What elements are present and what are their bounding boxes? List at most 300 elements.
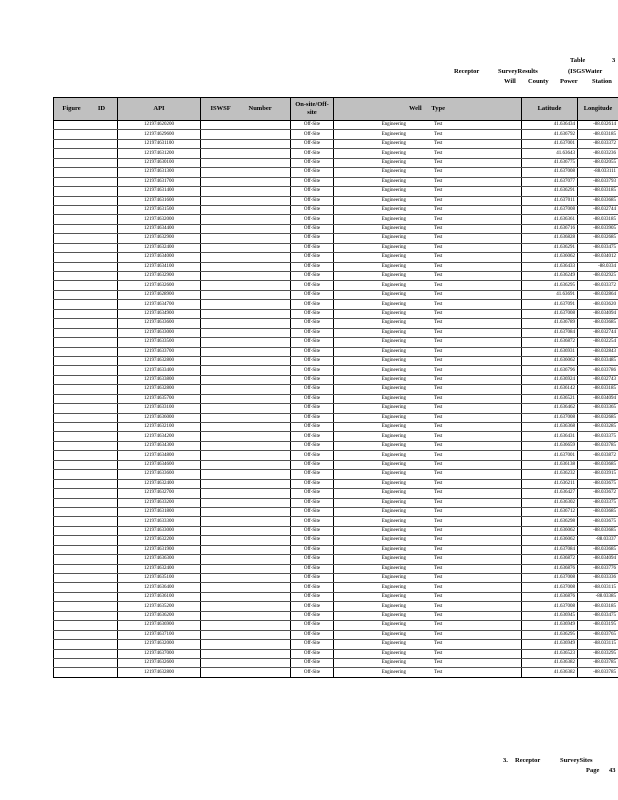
cell-iswsf-number	[201, 300, 291, 309]
cell-figure-id	[54, 375, 118, 384]
cell-longitude: -88.033185	[578, 130, 618, 139]
well-type-primary: Engineering	[381, 150, 406, 156]
table-row	[54, 149, 618, 158]
table-row	[54, 489, 618, 498]
cell-iswsf-number	[201, 423, 291, 432]
table-row	[54, 592, 618, 601]
cell-longitude: -88.033485	[578, 356, 618, 365]
cell-latitude: 41.636368	[522, 423, 578, 432]
footer-word-survey-sites: SurveySites	[560, 757, 593, 764]
cell-iswsf-number	[201, 536, 291, 545]
cell-api: 121974633700	[118, 347, 201, 356]
cell-longitude: -88.032925	[578, 272, 618, 281]
well-type-secondary: Test	[434, 310, 443, 316]
cell-longitude: -88.033375	[578, 498, 618, 507]
table-row	[54, 253, 618, 262]
cell-longitude: -88.033785	[578, 668, 618, 677]
cell-api: 121974636200	[118, 611, 201, 620]
cell-latitude: 41.636828	[522, 234, 578, 243]
footer-page-label: Page	[586, 767, 600, 774]
cell-longitude: -88.033185	[578, 215, 618, 224]
cell-on-off-site: Off-Site	[291, 272, 334, 281]
cell-on-off-site: Off-Site	[291, 347, 334, 356]
cell-longitude: -88.033111	[578, 168, 618, 177]
well-type-secondary: Test	[434, 528, 443, 534]
table-row	[54, 564, 618, 573]
well-type-primary: Engineering	[381, 197, 406, 203]
well-type-secondary: Test	[434, 433, 443, 439]
cell-latitude: 41.63643	[522, 149, 578, 158]
cell-well-type	[334, 328, 522, 337]
cell-on-off-site: Off-Site	[291, 423, 334, 432]
cell-well-type	[334, 602, 522, 611]
well-type-primary: Engineering	[381, 263, 406, 269]
cell-well-type	[334, 205, 522, 214]
cell-latitude: 41.636716	[522, 224, 578, 233]
cell-api: 121974632400	[118, 564, 201, 573]
col-header-longitude: Longitude	[578, 98, 618, 121]
header-word-county: County	[528, 78, 549, 85]
cell-api: 121974635700	[118, 394, 201, 403]
well-type-primary: Engineering	[381, 641, 406, 647]
table-row	[54, 602, 618, 611]
cell-figure-id	[54, 243, 118, 252]
well-type-secondary: Test	[434, 386, 443, 392]
header-word-isgs-water: (ISGSWater	[568, 68, 603, 75]
well-type-primary: Engineering	[381, 367, 406, 373]
well-type-primary: Engineering	[381, 461, 406, 467]
cell-longitude: -88.033620	[578, 300, 618, 309]
table-row	[54, 640, 618, 649]
cell-iswsf-number	[201, 243, 291, 252]
cell-figure-id	[54, 177, 118, 186]
well-type-secondary: Test	[434, 339, 443, 345]
cell-well-type	[334, 309, 522, 318]
cell-api: 121974632000	[118, 640, 201, 649]
cell-on-off-site: Off-Site	[291, 545, 334, 554]
cell-on-off-site: Off-Site	[291, 602, 334, 611]
cell-figure-id	[54, 130, 118, 139]
table-row	[54, 319, 618, 328]
well-type-secondary: Test	[434, 226, 443, 232]
cell-longitude: -88.033185	[578, 187, 618, 196]
cell-on-off-site: Off-Site	[291, 460, 334, 469]
well-type-secondary: Test	[434, 414, 443, 420]
cell-api: 121974631200	[118, 149, 201, 158]
well-type-secondary: Test	[434, 301, 443, 307]
cell-figure-id	[54, 272, 118, 281]
cell-well-type	[334, 432, 522, 441]
well-type-secondary: Test	[434, 131, 443, 137]
table-header-row	[54, 98, 618, 121]
cell-longitude: -88.033793	[578, 177, 618, 186]
cell-api: 121974632200	[118, 536, 201, 545]
well-type-secondary: Test	[434, 178, 443, 184]
cell-figure-id	[54, 300, 118, 309]
cell-longitude: -88.033905	[578, 224, 618, 233]
well-type-primary: Engineering	[381, 292, 406, 298]
cell-figure-id	[54, 545, 118, 554]
cell-latitude: 41.637077	[522, 177, 578, 186]
table-row	[54, 234, 618, 243]
cell-iswsf-number	[201, 196, 291, 205]
well-type-secondary: Test	[434, 461, 443, 467]
cell-well-type	[334, 640, 522, 649]
well-type-secondary: Test	[434, 320, 443, 326]
cell-figure-id	[54, 328, 118, 337]
cell-latitude: 41.636462	[522, 404, 578, 413]
well-type-primary: Engineering	[381, 537, 406, 543]
cell-well-type	[334, 574, 522, 583]
well-type-secondary: Test	[434, 282, 443, 288]
well-type-primary: Engineering	[381, 631, 406, 637]
cell-api: 121974634400	[118, 224, 201, 233]
cell-iswsf-number	[201, 121, 291, 130]
cell-latitude: 41.636796	[522, 366, 578, 375]
well-type-secondary: Test	[434, 141, 443, 147]
cell-longitude: -88.032864	[578, 290, 618, 299]
cell-on-off-site: Off-Site	[291, 300, 334, 309]
cell-longitude: -88.034094	[578, 555, 618, 564]
table-row	[54, 272, 618, 281]
well-type-primary: Engineering	[381, 386, 406, 392]
cell-iswsf-number	[201, 224, 291, 233]
cell-latitude: 41.636945	[522, 611, 578, 620]
cell-iswsf-number	[201, 498, 291, 507]
cell-on-off-site: Off-Site	[291, 668, 334, 677]
cell-well-type	[334, 319, 522, 328]
cell-api: 121974632400	[118, 243, 201, 252]
well-type-secondary: Test	[434, 480, 443, 486]
table-row	[54, 187, 618, 196]
cell-latitude: 41.636361	[522, 215, 578, 224]
table-row	[54, 451, 618, 460]
cell-well-type	[334, 177, 522, 186]
cell-longitude: -88.032743	[578, 375, 618, 384]
cell-on-off-site: Off-Site	[291, 130, 334, 139]
cell-well-type	[334, 536, 522, 545]
cell-well-type	[334, 375, 522, 384]
well-type-primary: Engineering	[381, 405, 406, 411]
col-header-on-off-site: On-site/Off-site	[291, 98, 334, 121]
cell-well-type	[334, 404, 522, 413]
table-row	[54, 224, 618, 233]
footer-page-number: 43	[609, 767, 616, 774]
cell-longitude: -88.033365	[578, 404, 618, 413]
cell-iswsf-number	[201, 290, 291, 299]
cell-iswsf-number	[201, 630, 291, 639]
cell-well-type	[334, 139, 522, 148]
well-type-secondary: Test	[434, 546, 443, 552]
cell-longitude: -88.032055	[578, 158, 618, 167]
well-type-primary: Engineering	[381, 443, 406, 449]
well-type-primary: Engineering	[381, 348, 406, 354]
cell-well-type	[334, 224, 522, 233]
cell-on-off-site: Off-Site	[291, 507, 334, 516]
cell-latitude: 41.636298	[522, 517, 578, 526]
table-row	[54, 432, 618, 441]
cell-well-type	[334, 187, 522, 196]
header-word-survey-results: SurveyResults	[498, 68, 538, 75]
cell-longitude: -88.032744	[578, 205, 618, 214]
cell-well-type	[334, 621, 522, 630]
well-type-secondary: Test	[434, 188, 443, 194]
cell-figure-id	[54, 253, 118, 262]
receptor-survey-table	[53, 97, 618, 678]
well-type-primary: Engineering	[381, 178, 406, 184]
cell-longitude: -88.033115	[578, 640, 618, 649]
cell-on-off-site: Off-Site	[291, 234, 334, 243]
cell-latitude: 41.636291	[522, 187, 578, 196]
cell-api: 121974632800	[118, 356, 201, 365]
well-type-primary: Engineering	[381, 159, 406, 165]
cell-latitude: 41.636232	[522, 470, 578, 479]
well-type-secondary: Test	[434, 612, 443, 618]
cell-figure-id	[54, 196, 118, 205]
cell-figure-id	[54, 404, 118, 413]
cell-figure-id	[54, 658, 118, 667]
cell-latitude: 41.63691	[522, 290, 578, 299]
well-type-primary: Engineering	[381, 131, 406, 137]
well-type-primary: Engineering	[381, 499, 406, 505]
table-row	[54, 394, 618, 403]
cell-longitude: -88.032685	[578, 413, 618, 422]
cell-on-off-site: Off-Site	[291, 290, 334, 299]
well-type-secondary: Test	[434, 377, 443, 383]
cell-latitude: 41.636427	[522, 489, 578, 498]
cell-figure-id	[54, 630, 118, 639]
cell-api: 121974632100	[118, 423, 201, 432]
well-type-secondary: Test	[434, 622, 443, 628]
cell-on-off-site: Off-Site	[291, 658, 334, 667]
cell-iswsf-number	[201, 139, 291, 148]
table-row	[54, 290, 618, 299]
cell-on-off-site: Off-Site	[291, 281, 334, 290]
cell-api: 121974634000	[118, 253, 201, 262]
cell-latitude: 41.636433	[522, 262, 578, 271]
cell-api: 121974636300	[118, 555, 201, 564]
table-row	[54, 356, 618, 365]
col-header-iswsf-number: ISWSF Number	[201, 98, 291, 121]
cell-iswsf-number	[201, 658, 291, 667]
cell-figure-id	[54, 224, 118, 233]
cell-figure-id	[54, 640, 118, 649]
col-header-figure-id: Figure ID	[54, 98, 118, 121]
cell-latitude: 41.636523	[522, 649, 578, 658]
cell-longitude: -88.033236	[578, 149, 618, 158]
header-word-will: Will	[504, 78, 516, 85]
well-type-primary: Engineering	[381, 518, 406, 524]
cell-figure-id	[54, 564, 118, 573]
cell-longitude: -88.033372	[578, 281, 618, 290]
cell-longitude: -88.033685	[578, 460, 618, 469]
cell-well-type	[334, 451, 522, 460]
well-type-primary: Engineering	[381, 565, 406, 571]
footer-word-receptor: Receptor	[515, 757, 541, 764]
cell-on-off-site: Off-Site	[291, 649, 334, 658]
cell-latitude: 41.637084	[522, 545, 578, 554]
well-type-primary: Engineering	[381, 122, 406, 128]
cell-latitude: 41.637011	[522, 196, 578, 205]
cell-figure-id	[54, 555, 118, 564]
cell-figure-id	[54, 526, 118, 535]
table-row	[54, 347, 618, 356]
table-row	[54, 309, 618, 318]
cell-api: 121974636100	[118, 592, 201, 601]
table-row	[54, 205, 618, 214]
cell-well-type	[334, 347, 522, 356]
well-type-primary: Engineering	[381, 329, 406, 335]
cell-well-type	[334, 526, 522, 535]
cell-iswsf-number	[201, 470, 291, 479]
header-word-station: Station	[592, 78, 612, 85]
cell-longitude: -88.033195	[578, 621, 618, 630]
cell-iswsf-number	[201, 602, 291, 611]
table-row	[54, 300, 618, 309]
table-row	[54, 470, 618, 479]
cell-iswsf-number	[201, 177, 291, 186]
cell-longitude: -88.03337	[578, 536, 618, 545]
cell-api: 121974633800	[118, 375, 201, 384]
cell-api: 121974636400	[118, 583, 201, 592]
cell-latitude: 41.636138	[522, 460, 578, 469]
cell-well-type	[334, 121, 522, 130]
cell-longitude: -88.033475	[578, 243, 618, 252]
cell-longitude: -88.032685	[578, 234, 618, 243]
table-row	[54, 158, 618, 167]
cell-latitude: 41.637001	[522, 139, 578, 148]
table-row	[54, 479, 618, 488]
cell-longitude: -88.033285	[578, 423, 618, 432]
cell-on-off-site: Off-Site	[291, 498, 334, 507]
header-word-receptor: Receptor	[454, 68, 480, 75]
cell-well-type	[334, 630, 522, 639]
cell-on-off-site: Off-Site	[291, 328, 334, 337]
well-type-primary: Engineering	[381, 528, 406, 534]
cell-iswsf-number	[201, 489, 291, 498]
cell-on-off-site: Off-Site	[291, 215, 334, 224]
cell-figure-id	[54, 394, 118, 403]
cell-latitude: 41.636521	[522, 394, 578, 403]
cell-api: 121974632800	[118, 385, 201, 394]
well-type-secondary: Test	[434, 254, 443, 260]
cell-well-type	[334, 234, 522, 243]
col-header-api: API	[118, 98, 201, 121]
cell-longitude: -88.033115	[578, 583, 618, 592]
cell-on-off-site: Off-Site	[291, 196, 334, 205]
well-type-primary: Engineering	[381, 310, 406, 316]
cell-well-type	[334, 611, 522, 620]
well-type-secondary: Test	[434, 159, 443, 165]
well-type-secondary: Test	[434, 329, 443, 335]
well-type-primary: Engineering	[381, 207, 406, 213]
table-body	[54, 121, 618, 678]
well-type-primary: Engineering	[381, 433, 406, 439]
table-row	[54, 583, 618, 592]
cell-well-type	[334, 668, 522, 677]
table-row	[54, 413, 618, 422]
col-header-well-type: Well Type	[334, 98, 522, 121]
table-row	[54, 507, 618, 516]
cell-latitude: 41.637008	[522, 413, 578, 422]
cell-longitude: -88.034094	[578, 309, 618, 318]
well-type-primary: Engineering	[381, 358, 406, 364]
table-row	[54, 177, 618, 186]
cell-api: 121974632600	[118, 281, 201, 290]
cell-on-off-site: Off-Site	[291, 630, 334, 639]
well-type-secondary: Test	[434, 348, 443, 354]
cell-figure-id	[54, 281, 118, 290]
well-type-primary: Engineering	[381, 612, 406, 618]
well-type-secondary: Test	[434, 471, 443, 477]
cell-latitude: 41.636142	[522, 385, 578, 394]
cell-figure-id	[54, 356, 118, 365]
cell-figure-id	[54, 611, 118, 620]
cell-longitude: -88.033685	[578, 507, 618, 516]
cell-api: 121974636000	[118, 413, 201, 422]
cell-api: 121974629600	[118, 130, 201, 139]
well-type-primary: Engineering	[381, 188, 406, 194]
cell-api: 121974631600	[118, 196, 201, 205]
cell-well-type	[334, 545, 522, 554]
cell-iswsf-number	[201, 234, 291, 243]
table-row	[54, 385, 618, 394]
cell-latitude: 41.636924	[522, 375, 578, 384]
cell-figure-id	[54, 517, 118, 526]
cell-on-off-site: Off-Site	[291, 149, 334, 158]
cell-iswsf-number	[201, 526, 291, 535]
table-row	[54, 498, 618, 507]
cell-iswsf-number	[201, 272, 291, 281]
cell-latitude: 41.636211	[522, 479, 578, 488]
well-type-primary: Engineering	[381, 669, 406, 675]
cell-figure-id	[54, 121, 118, 130]
table-row	[54, 536, 618, 545]
cell-longitude: -88.034094	[578, 394, 618, 403]
cell-longitude: -88.033675	[578, 479, 618, 488]
cell-well-type	[334, 489, 522, 498]
cell-figure-id	[54, 460, 118, 469]
well-type-secondary: Test	[434, 452, 443, 458]
cell-figure-id	[54, 338, 118, 347]
cell-on-off-site: Off-Site	[291, 309, 334, 318]
cell-on-off-site: Off-Site	[291, 526, 334, 535]
cell-latitude: 41.636062	[522, 526, 578, 535]
well-type-primary: Engineering	[381, 254, 406, 260]
cell-longitude: -88.033785	[578, 658, 618, 667]
table-row	[54, 215, 618, 224]
cell-latitude: 41.636876	[522, 564, 578, 573]
cell-well-type	[334, 385, 522, 394]
cell-iswsf-number	[201, 649, 291, 658]
cell-on-off-site: Off-Site	[291, 366, 334, 375]
cell-on-off-site: Off-Site	[291, 385, 334, 394]
table-row	[54, 668, 618, 677]
cell-api: 121974634900	[118, 309, 201, 318]
table-row	[54, 328, 618, 337]
cell-figure-id	[54, 583, 118, 592]
cell-figure-id	[54, 413, 118, 422]
cell-well-type	[334, 356, 522, 365]
cell-latitude: 41.636949	[522, 640, 578, 649]
cell-latitude: 41.636249	[522, 272, 578, 281]
table-row	[54, 375, 618, 384]
cell-well-type	[334, 281, 522, 290]
cell-on-off-site: Off-Site	[291, 243, 334, 252]
well-type-primary: Engineering	[381, 282, 406, 288]
cell-latitude: 41.636382	[522, 668, 578, 677]
cell-well-type	[334, 423, 522, 432]
